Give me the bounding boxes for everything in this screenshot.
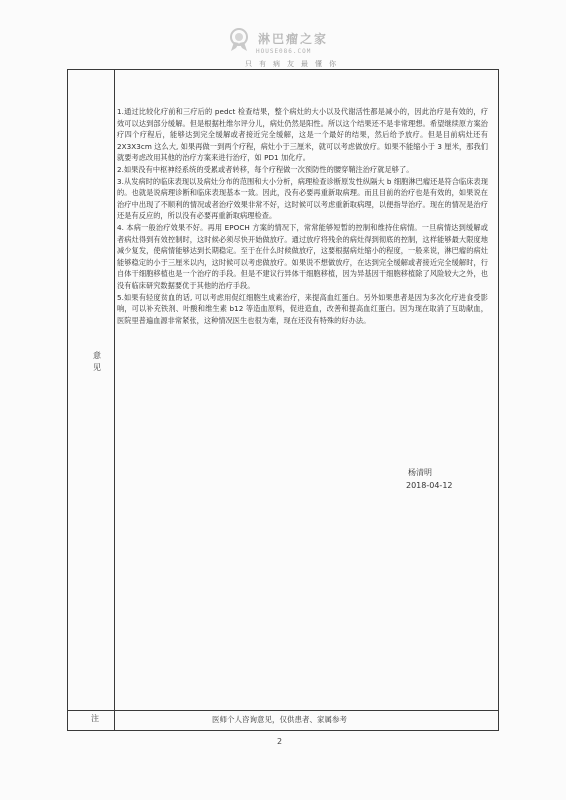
opinion-content	[117, 106, 488, 326]
opinion-paragraph-1: 1.通过比较化疗前和三疗后的 pedct 检查结果，整个病灶的大小以及代谢活性都是减小的，因此治疗是有效的，疗效可以达到部分缓解。但是根据杜维尔评分儿，病灶仍然是阳性。所以这个结果还不是非常理想。希望继续原方案治疗四个疗程后，能够达到完全缓解或者接近完全缓解，这是一个最好的结果，然后给予放疗。但是目前病灶还有 2X3X3cm 这么大, 如果再做一到两个疗程，病灶小于三厘米，就可以考虑做放疗。如果不能缩小于 3 厘米，那我们就要考虑改用其他的治疗方案来进行治疗，如 PD1 加化疗。	[117, 107, 488, 163]
opinion-paragraph-3: 3.从发病时的临床表现以及病灶分布的范围和大小分析，病理检查诊断原发性纵隔大 b 细胞淋巴瘤还是符合临床表现的。也就是说病理诊断和临床表现基本一致。因此，没有必要再重新取病理。而且目前的治疗也是有效的，如果说在治疗中出现了不顺利的情况或者治疗效果非常不好，这时候可以考虑重新取病理，以便指导治疗。现在的情况是治疗还是有反应的，所以没有必要再重新取病理检查。	[117, 176, 488, 221]
opinion-paragraph-4: 4. 本病一般治疗效果不好。再用 EPOCH 方案的情况下，常常能够短暂的控制和维持住病情。一旦病情达到缓解或者病灶得到有效控制时，这时候必须尽快开始做放疗。通过放疗将残余的病灶得到彻底的控制，这样能够最大限度地减少复发，使病情能够达到长期稳定。至于在什么时候做放疗，这要根据病灶缩小的程度，一般来说，淋巴瘤的病灶能够稳定的小于三厘米以内，这时候可以考虑做放疗。如果说不想做放疗，在达到完全缓解或者接近完全缓解时，行自体干细胞移植也是一个治疗的手段。但是不建议行异体干细胞移植，因为异基因干细胞移植除了风险较大之外，也没有临床研究数据要优于其他的治疗手段。	[117, 222, 488, 290]
note-text: 医师个人咨询意见，仅供患者、家属参考	[212, 715, 347, 724]
opinion-paragraph-2: 2.如果没有中枢神经系统的受累或者转移，每个疗程做一次预防性的腰穿鞘注治疗就足够了。	[117, 164, 414, 174]
column-divider	[114, 70, 115, 730]
page-number: 2	[277, 737, 283, 746]
note-label: 注	[91, 714, 99, 723]
opinion-paragraph-5: 5.如果有轻度贫血的话, 可以考虑用促红细胞生成素治疗，来提高血红蛋白。另外如果患者是因为多次化疗进食受影响，可以补充铁剂、叶酸和维生素 b12 等造血原料，促进造血，改善和提高血红蛋白。因为现在取消了互助献血，医院里普遍血源非常紧张，这种情况医生也很为难，现在还没有特殊的好办法。	[117, 292, 488, 325]
doctor-signature: 杨清明	[408, 468, 432, 477]
ribbon-logo-icon	[228, 28, 250, 52]
row-divider	[68, 710, 498, 711]
watermark-slogan: 只有病友最懂你	[245, 60, 343, 68]
watermark-domain: HOUSE086.COM	[256, 48, 312, 55]
opinion-label: 意见	[93, 351, 101, 372]
opinion-date: 2018-04-12	[406, 481, 453, 490]
watermark-title: 淋巴瘤之家	[258, 32, 329, 46]
